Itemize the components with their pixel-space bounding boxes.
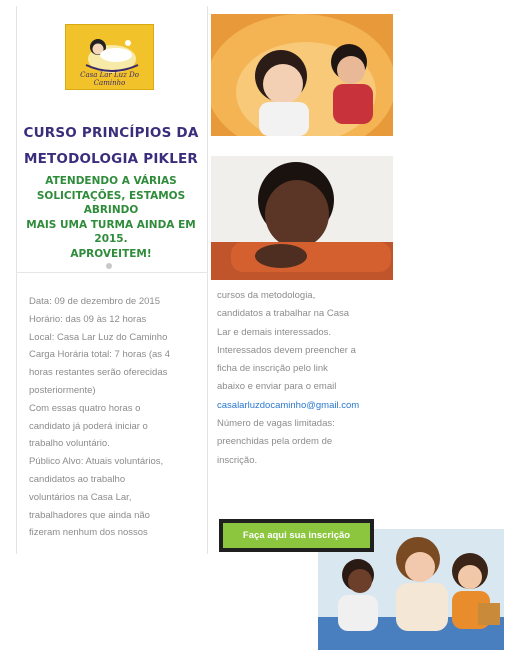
detail-line: Local: Casa Lar Luz do Caminho (29, 331, 168, 343)
detail-line: candidatos a trabalhar na Casa (217, 308, 350, 320)
detail-line: voluntários na Casa Lar, (29, 491, 132, 503)
carousel-dot[interactable] (106, 263, 112, 269)
detail-line: cursos da metodologia, (217, 290, 316, 301)
casa-lar-logo (65, 24, 154, 90)
detail-line: Número de vagas limitadas: (217, 418, 335, 430)
detail-line: Data: 09 de dezembro de 2015 (29, 296, 160, 307)
card-border-right (207, 6, 208, 554)
announcement-line: SOLICITAÇÕES, ESTAMOS ABRINDO (36, 189, 186, 216)
course-title (20, 120, 202, 172)
detail-line: trabalhadores que ainda não (29, 509, 150, 521)
section-divider (16, 272, 208, 273)
detail-line: candidato já poderá iniciar o (29, 420, 148, 432)
detail-line: Lar e demais interessados. (217, 326, 332, 338)
announcement-text (20, 174, 202, 261)
detail-line: preenchidas pela ordem de (217, 436, 333, 448)
detail-line: Horário: das 09 às 12 horas (29, 313, 147, 325)
course-title-line: METODOLOGIA PIKLER (23, 151, 199, 167)
detail-line: Público Alvo: Atuais voluntários, (29, 456, 164, 468)
logo-text: Casa Lar Luz Do Caminho (80, 71, 139, 87)
detail-line: posteriormente) (29, 384, 96, 396)
detail-line: trabalho voluntário. (29, 438, 110, 450)
detail-line: Com essas quatro horas o (29, 402, 141, 414)
signup-button-label: Faça aqui sua inscrição (223, 523, 370, 548)
detail-line: ficha de inscrição pelo link (217, 363, 328, 375)
detail-line: horas restantes serão oferecidas (29, 367, 168, 379)
detail-line: inscrição. (217, 454, 258, 466)
announcement-line: ATENDENDO A VÁRIAS (45, 175, 177, 187)
course-details-continued (217, 287, 392, 470)
signup-button[interactable] (219, 519, 374, 552)
course-title-line: CURSO PRINCÍPIOS DA (23, 125, 199, 141)
photo-child-smiling (211, 156, 393, 280)
announcement-line: MAIS UMA TURMA AINDA EM 2015. (26, 218, 196, 245)
announcement-line: APROVEITEM! (70, 247, 152, 260)
detail-line: abaixo e enviar para o email (217, 381, 337, 393)
photo-children-tunnel (211, 14, 393, 136)
detail-line: candidatos ao trabalho (29, 473, 126, 485)
course-details (29, 293, 201, 542)
detail-line: Carga Horária total: 7 horas (as 4 (29, 349, 170, 361)
detail-line: fizeram nenhum dos nossos (29, 527, 148, 539)
card-border-left (16, 6, 17, 554)
email-link[interactable]: casalarluzdocaminho@gmail.com (217, 399, 360, 411)
detail-line: Interessados devem preencher a (217, 344, 356, 356)
